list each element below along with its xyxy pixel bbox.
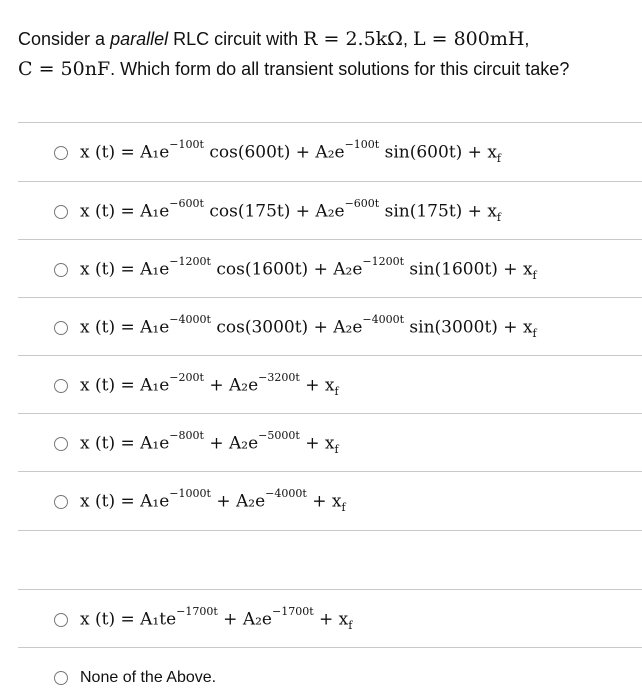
option-formula: x $(t) = A_1te^{-1700t} + A_2e^{-1700t} + x_f$: [80, 604, 353, 633]
radio-button[interactable]: [54, 321, 68, 335]
divider: [18, 647, 642, 648]
answer-option-2[interactable]: [54, 197, 501, 227]
radio-button[interactable]: [54, 495, 68, 509]
option-formula: x $(t) = A_1e^{-1200t}$ $\cos(1600t) + A_2e^{-1200t}$ $\sin(1600t) + x_f$: [80, 254, 537, 283]
answer-option-none[interactable]: [54, 663, 216, 693]
radio-button[interactable]: [54, 437, 68, 451]
divider: [18, 530, 642, 531]
option-label: None of the Above.: [80, 669, 217, 686]
answer-option-1[interactable]: [54, 138, 501, 168]
answer-option-4[interactable]: [54, 313, 537, 343]
divider: [18, 122, 642, 123]
divider: [18, 181, 642, 182]
divider: [18, 589, 642, 590]
answer-option-7[interactable]: [54, 487, 346, 517]
divider: [18, 413, 642, 414]
resistance-value: R = 2.5kΩ: [303, 28, 403, 50]
divider: [18, 471, 642, 472]
option-formula: x $(t) = A_1e^{-4000t}$ $\cos(3000t) + A_2e^{-4000t}$ $\sin(3000t) + x_f$: [80, 312, 537, 341]
question-text: Consider a parallel RLC circuit with R = 2.5kΩ, L = 800mH, C = 50nF. Which form do all transient solutions for this circuit take?: [18, 28, 570, 80]
radio-button[interactable]: [54, 205, 68, 219]
divider: [18, 355, 642, 356]
radio-button[interactable]: [54, 379, 68, 393]
capacitance-value: C = 50nF: [18, 58, 111, 80]
inductance-value: L = 800mH: [412, 28, 525, 50]
radio-button[interactable]: [54, 671, 68, 685]
option-formula: x $(t) = A_1e^{-600t}$ $\cos(175t) + A_2e^{-600t}$ $\sin(175t) + x_f$: [80, 196, 501, 225]
option-formula: x $(t) = A_1e^{-100t}$ $\cos(600t) + A_2e^{-100t}$ $\sin(600t) + x_f$: [80, 137, 501, 166]
radio-button[interactable]: [54, 146, 68, 160]
radio-button[interactable]: [54, 613, 68, 627]
answer-option-5[interactable]: [54, 371, 339, 401]
divider: [18, 239, 642, 240]
answer-option-8[interactable]: [54, 605, 352, 635]
option-formula: x $(t) = A_1e^{-1000t} + A_2e^{-4000t} + x_f$: [80, 486, 346, 515]
option-formula: x $(t) = A_1e^{-200t} + A_2e^{-3200t} + x_f$: [80, 370, 339, 399]
option-formula: x $(t) = A_1e^{-800t} + A_2e^{-5000t} + x_f$: [80, 428, 339, 457]
answer-option-6[interactable]: [54, 429, 339, 459]
divider: [18, 297, 642, 298]
answer-option-3[interactable]: [54, 255, 537, 285]
radio-button[interactable]: [54, 263, 68, 277]
